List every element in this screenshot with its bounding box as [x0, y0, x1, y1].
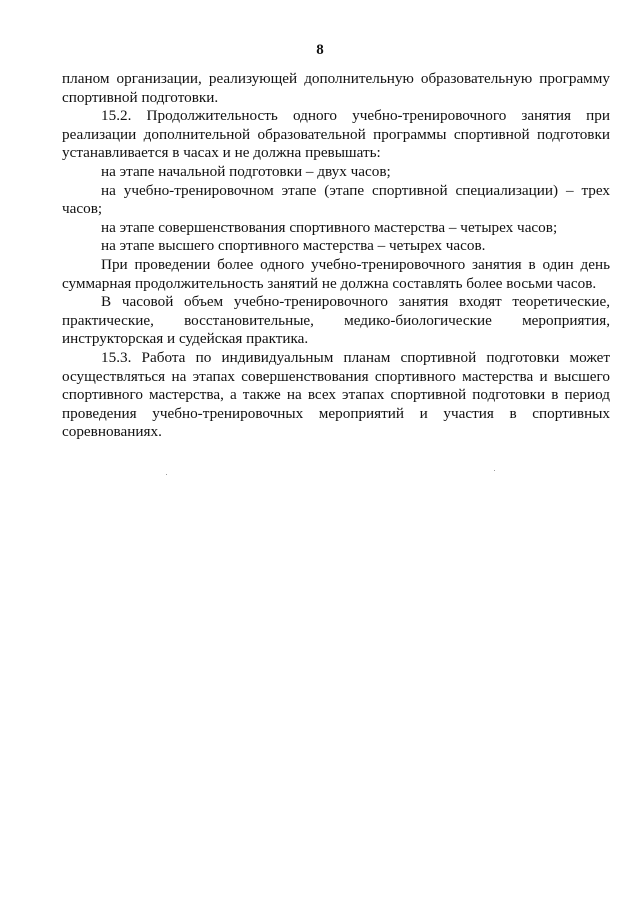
- scan-speck: [166, 474, 167, 475]
- paragraph-daily-limit: При проведении более одного учебно-тренировочного занятия в один день суммарная продолжительность занятий не должна составлять более восьми часов.: [62, 255, 610, 292]
- list-item-training-stage: на учебно-тренировочном этапе (этапе спортивной специализации) – трех часов;: [62, 181, 610, 218]
- scan-speck: [494, 470, 495, 471]
- paragraph-15-2: 15.2. Продолжительность одного учебно-тренировочного занятия при реализации дополнительной образовательной программы спортивной подготовки устанавливается в часах и не должна превышать:: [62, 107, 610, 162]
- list-item-improvement-stage: на этапе совершенствования спортивного мастерства – четырех часов;: [101, 218, 558, 236]
- document-body: [62, 70, 610, 442]
- list-item-initial-stage: на этапе начальной подготовки – двух часов;: [101, 162, 391, 180]
- page-number: 8: [316, 42, 324, 58]
- paragraph-continuation: планом организации, реализующей дополнительную образовательную программу спортивной подготовки.: [62, 70, 610, 106]
- list-item-highest-stage: на этапе высшего спортивного мастерства – четырех часов.: [101, 237, 486, 255]
- paragraph-15-3: 15.3. Работа по индивидуальным планам спортивной подготовки может осуществляться на этапах совершенствования спортивного мастерства и высшего спортивного мастерства, а также на всех этапах спортивной подготовки в период проведения учебно-тренировочных мероприятий и участия в спортивных соревнованиях.: [62, 348, 610, 441]
- paragraph-hourly-volume: В часовой объем учебно-тренировочного занятия входят теоретические, практические, восстановительные, медико-биологические мероприятия, инструкторская и судейская практика.: [62, 293, 610, 348]
